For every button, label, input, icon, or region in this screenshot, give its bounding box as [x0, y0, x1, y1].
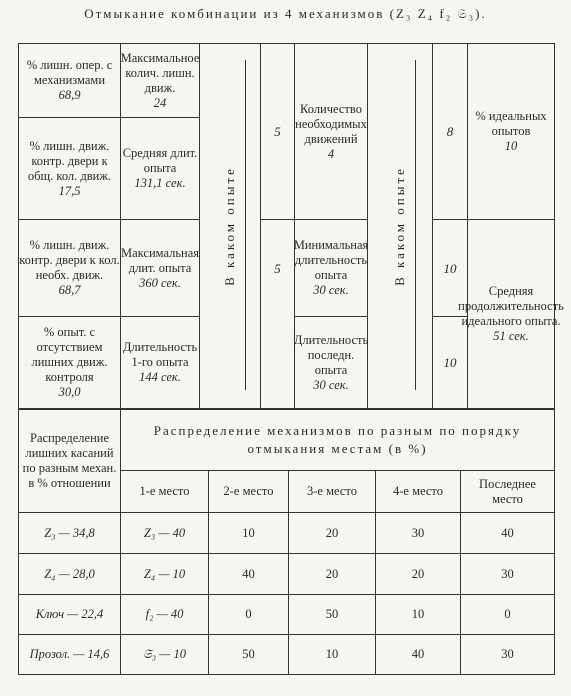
- table-cell: 10: [411, 607, 425, 621]
- stat-cell: Максимальная длит. опыта 360 сек.: [120, 245, 200, 290]
- stat-cell: Минимальная длительность опыта 30 сек.: [293, 238, 369, 297]
- top-left-cell: % лишн. движ. контр. двери к кол. необх. движ. 68,7: [19, 238, 120, 297]
- table-row-label: Z₃ — 34,8: [44, 525, 95, 540]
- place-header: 3-е место: [307, 484, 357, 498]
- stat-cell: Количество необходимых движений 4: [295, 101, 367, 161]
- place-header: 4-е место: [393, 484, 443, 498]
- vertical-label: В каком опыте: [392, 166, 407, 286]
- stat-cell: Средняя продолжительность идеального опыта. 51 сек.: [458, 284, 564, 343]
- bottom-right-header: Распределение механизмов по разным по порядку отмыкания местам (в %): [153, 423, 522, 456]
- table-cell: f₂ — 40: [145, 607, 184, 621]
- page-title: Отмыкание комбинации из 4 механизмов (Z₃ Z₄ f₂ 𝔖₃).: [84, 6, 487, 21]
- stat-cell: Средняя длит. опыта 131,1 сек.: [122, 146, 198, 190]
- stat-cell: Максимальное колич. лишн. движ. 24: [120, 50, 200, 110]
- top-left-cell: % опыт. с отсутствием лишних движ. контроля 30,0: [31, 325, 108, 399]
- table-cell: 0: [504, 607, 511, 621]
- table-cell: 50: [242, 647, 255, 661]
- table-cell: 0: [245, 607, 252, 621]
- table-cell: 𝔖₃ — 10: [143, 647, 186, 661]
- table-cell: 10: [242, 525, 255, 540]
- table-row-label: Прозол. — 14,6: [29, 647, 110, 661]
- stat-cell: Длительность 1-го опыта 144 сек.: [122, 340, 198, 384]
- top-left-cell: % лишн. движ. контр. двери к общ. кол. движ. 17,5: [27, 138, 112, 198]
- table-cell: 10: [325, 647, 339, 661]
- table-row-label: Ключ — 22,4: [35, 607, 104, 621]
- vertical-label: В каком опыте: [222, 166, 237, 286]
- experiment-number: 5: [274, 124, 281, 139]
- table-cell: 30: [501, 647, 514, 661]
- table-cell: Z₃ — 40: [143, 525, 186, 540]
- top-left-cell: % лишн. опер. с механизмами 68,9: [26, 58, 113, 102]
- experiment-number: 10: [443, 355, 457, 370]
- table-cell: 40: [242, 566, 255, 581]
- table-cell: 40: [501, 525, 514, 540]
- experiment-number: 8: [446, 124, 454, 139]
- table-cell: 40: [411, 647, 425, 661]
- table-cell: 20: [411, 566, 425, 581]
- table-cell: 20: [325, 525, 339, 540]
- table-cell: Z₄ — 10: [143, 566, 186, 581]
- stat-cell: % идеальных опытов 10: [475, 109, 547, 153]
- place-header: 2-е место: [223, 484, 274, 498]
- table-cell: 30: [501, 566, 514, 581]
- experiment-number: 10: [443, 260, 457, 276]
- place-header: 1-е место: [139, 484, 190, 498]
- bottom-left-header: Распределение лишних касаний по разным механ. в % отношении: [22, 431, 117, 490]
- place-header: Последнее место: [479, 476, 536, 506]
- table-row-label: Z₄ — 28,0: [44, 566, 95, 581]
- table-cell: 20: [325, 566, 339, 581]
- table-cell: 50: [325, 607, 339, 621]
- table-cell: 30: [411, 525, 425, 540]
- stat-cell: Длительность последн. опыта 30 сек.: [293, 332, 369, 392]
- experiment-number: 5: [274, 260, 281, 276]
